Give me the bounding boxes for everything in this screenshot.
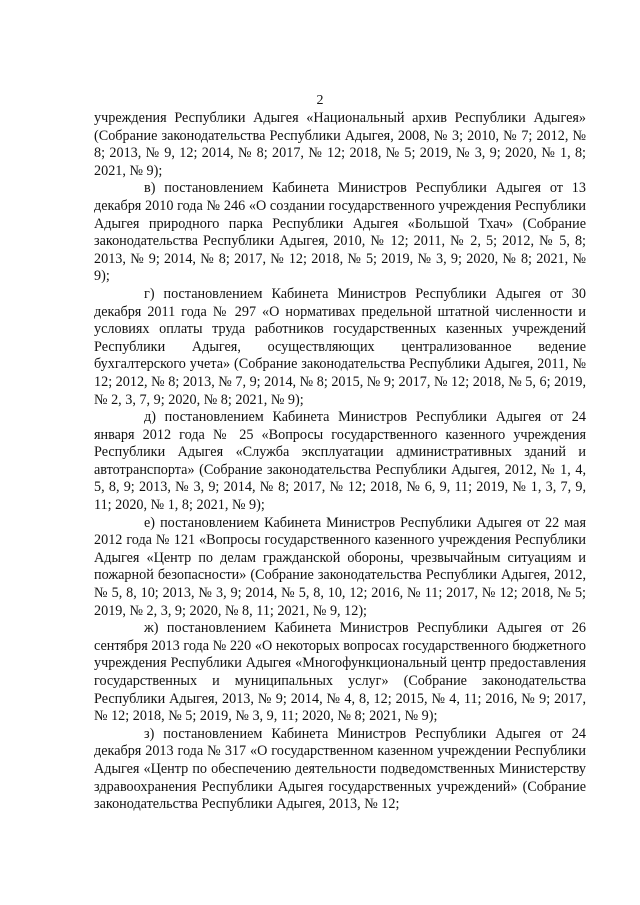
paragraph-item-d: д) постановлением Кабинета Министров Республики Адыгея от 24 января 2012 года № 25 «Вопросы государственного казенного учреждения Республики Адыгея «Служба эксплуатации административных зданий и автотранспорта» (Собрание законодательства Республики Адыгея, 2012, № 1, 4, 5, 8, 9; 2013, № 3, 9; 2014, № 8; 2017, № 12; 2018, № 6, 9, 11; 2019, № 1, 3, 7, 9, 11; 2020, № 1, 8; 2021, № 9); <box>94 409 586 514</box>
page-number: 2 <box>316 93 324 108</box>
document-body <box>94 110 586 814</box>
paragraph-item-g: г) постановлением Кабинета Министров Республики Адыгея от 30 декабря 2011 года № 297 «О нормативах предельной штатной численности и условиях оплаты труда работников государственных казенных учреждений Республики Адыгея, осуществляющих централизованное ведение бухгалтерского учета» (Собрание законодательства Республики Адыгея, 2011, № 12; 2012, № 8; 2013, № 7, 9; 2014, № 8; 2015, № 9; 2017, № 12; 2018, № 5, 6; 2019, № 2, 3, 7, 9; 2020, № 8; 2021, № 9); <box>94 285 586 408</box>
paragraph-item-v: в) постановлением Кабинета Министров Республики Адыгея от 13 декабря 2010 года № 246 «О создании государственного учреждения Республики Адыгея природного парка Республики Адыгея «Большой Тхач» (Собрание законодательства Республики Адыгея, 2010, № 12; 2011, № 2, 5; 2012, № 5, 8; 2013, № 9; 2014, № 8; 2017, № 12; 2018, № 5; 2019, № 3, 9; 2020, № 8; 2021, № 9); <box>94 180 586 285</box>
paragraph-item-z: з) постановлением Кабинета Министров Республики Адыгея от 24 декабря 2013 года № 317 «О государственном казенном учреждении Республики Адыгея «Центр по обеспечению деятельности подведомственных Министерству здравоохранения Республики Адыгея государственных учреждений» (Собрание законодательства Республики Адыгея, 2013, № 12; <box>94 725 586 813</box>
paragraph-item-zh: ж) постановлением Кабинета Министров Республики Адыгея от 26 сентября 2013 года № 220 «О некоторых вопросах государственного бюджетного учреждения Республики Адыгея «Многофункциональный центр предоставления государственных и муниципальных услуг» (Собрание законодательства Республики Адыгея, 2013, № 9; 2014, № 4, 8, 12; 2015, № 4, 11; 2016, № 9; 2017, № 12; 2018, № 5; 2019, № 3, 9, 11; 2020, № 8; 2021, № 9); <box>94 620 586 725</box>
paragraph-item-e: е) постановлением Кабинета Министров Республики Адыгея от 22 мая 2012 года № 121 «Вопросы государственного казенного учреждения Республики Адыгея «Центр по делам гражданской обороны, чрезвычайным ситуациям и пожарной безопасности» (Собрание законодательства Республики Адыгея, 2012, № 5, 8, 10; 2013, № 3, 9; 2014, № 5, 8, 10, 12; 2016, № 11; 2017, № 12; 2018, № 5; 2019, № 2, 3, 9; 2020, № 8, 11; 2021, № 9, 12); <box>94 514 586 619</box>
paragraph-continuation: учреждения Республики Адыгея «Национальный архив Республики Адыгея» (Собрание законодательства Республики Адыгея, 2008, № 3; 2010, № 7; 2012, № 8; 2013, № 9, 12; 2014, № 8; 2017, № 12; 2018, № 5; 2019, № 3, 9; 2020, № 1, 8; 2021, № 9); <box>94 110 586 179</box>
